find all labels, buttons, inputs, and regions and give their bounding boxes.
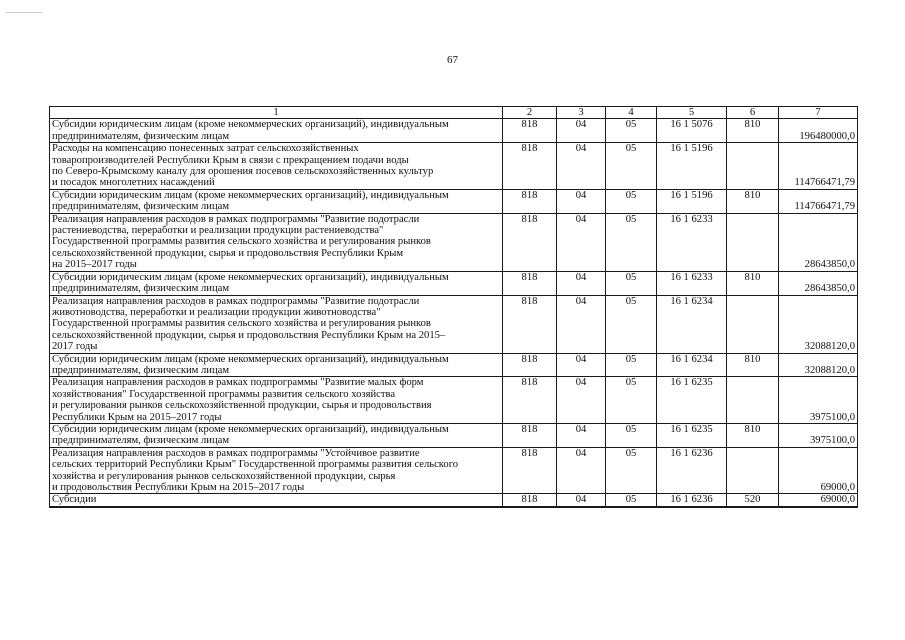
row-description: Субсидии юридическим лицам (кроме некоммерческих организаций), индивидуальным предпринимателям, физическим лицам [50, 189, 503, 213]
row-description: Субсидии юридическим лицам (кроме некоммерческих организаций), индивидуальным предпринимателям, физическим лицам [50, 119, 503, 143]
table-row [50, 213, 858, 271]
row-section-code: 04 [557, 271, 606, 295]
header-col-1: 1 [50, 107, 503, 119]
table-header-row [50, 107, 858, 119]
row-description: Реализация направления расходов в рамках подпрограммы "Развитие малых форм хозяйствования" Государственной программы развития сельского хозяйства и регулирования рынков сельскохозяйственной продукции, сырья и продовольствия Республики Крым на 2015–2017 годы [50, 377, 503, 424]
row-target-article: 16 1 5196 [657, 143, 727, 190]
row-expense-type: 520 [727, 494, 779, 507]
row-amount: 114766471,79 [779, 143, 858, 190]
scan-artifact-line [6, 12, 42, 13]
row-section-code: 04 [557, 447, 606, 494]
row-amount: 28643850,0 [779, 271, 858, 295]
row-subsection-code: 05 [606, 271, 657, 295]
row-subsection-code: 05 [606, 119, 657, 143]
page-number: 67 [447, 54, 458, 66]
row-description: Реализация направления расходов в рамках подпрограммы "Развитие подотрасли животноводства, переработки и реализации продукции животноводства" Государственной программы развития сельского хозяйства и регулирования рынков сельскохозяйственной продукции, сырья и продовольствия Республики Крым на 2015– 2017 годы [50, 295, 503, 353]
row-subsection-code: 05 [606, 494, 657, 507]
row-target-article: 16 1 6234 [657, 353, 727, 377]
row-subsection-code: 05 [606, 189, 657, 213]
row-subsection-code: 05 [606, 353, 657, 377]
row-ministry-code: 818 [503, 213, 557, 271]
table-row [50, 423, 858, 447]
row-ministry-code: 818 [503, 295, 557, 353]
row-ministry-code: 818 [503, 119, 557, 143]
table-row [50, 143, 858, 190]
row-description: Субсидии юридическим лицам (кроме некоммерческих организаций), индивидуальным предпринимателям, физическим лицам [50, 271, 503, 295]
row-expense-type [727, 377, 779, 424]
row-amount: 3975100,0 [779, 423, 858, 447]
row-description: Реализация направления расходов в рамках подпрограммы "Устойчивое развитие сельских территорий Республики Крым" Государственной программы развития сельского хозяйства и регулирования рынков сельскохозяйственной продукции, сырья и продовольствия Республики Крым на 2015–2017 годы [50, 447, 503, 494]
row-section-code: 04 [557, 295, 606, 353]
row-section-code: 04 [557, 423, 606, 447]
row-description: Расходы на компенсацию понесенных затрат сельскохозяйственных товаропроизводителей Республики Крым в связи с прекращением подачи воды по Северо-Крымскому каналу для орошения посевов сельскохозяйственных культур и посадок многолетних насаждений [50, 143, 503, 190]
row-expense-type [727, 143, 779, 190]
table-row [50, 447, 858, 494]
row-ministry-code: 818 [503, 189, 557, 213]
header-col-4: 4 [606, 107, 657, 119]
row-ministry-code: 818 [503, 271, 557, 295]
table-row [50, 377, 858, 424]
row-section-code: 04 [557, 494, 606, 507]
row-description: Субсидии [50, 494, 503, 507]
header-col-5: 5 [657, 107, 727, 119]
row-section-code: 04 [557, 143, 606, 190]
row-section-code: 04 [557, 119, 606, 143]
row-target-article: 16 1 6233 [657, 271, 727, 295]
row-target-article: 16 1 6234 [657, 295, 727, 353]
row-subsection-code: 05 [606, 295, 657, 353]
row-subsection-code: 05 [606, 213, 657, 271]
row-expense-type [727, 447, 779, 494]
row-ministry-code: 818 [503, 353, 557, 377]
row-target-article: 16 1 6236 [657, 447, 727, 494]
row-expense-type [727, 295, 779, 353]
row-expense-type: 810 [727, 271, 779, 295]
row-amount: 28643850,0 [779, 213, 858, 271]
row-target-article: 16 1 6235 [657, 423, 727, 447]
row-expense-type: 810 [727, 189, 779, 213]
budget-table [49, 106, 858, 508]
row-subsection-code: 05 [606, 143, 657, 190]
row-ministry-code: 818 [503, 423, 557, 447]
row-section-code: 04 [557, 377, 606, 424]
row-target-article: 16 1 6236 [657, 494, 727, 507]
row-section-code: 04 [557, 213, 606, 271]
row-target-article: 16 1 5076 [657, 119, 727, 143]
row-amount: 69000,0 [779, 494, 858, 507]
row-description: Субсидии юридическим лицам (кроме некоммерческих организаций), индивидуальным предпринимателям, физическим лицам [50, 423, 503, 447]
table-row [50, 295, 858, 353]
table-row [50, 494, 858, 507]
row-section-code: 04 [557, 189, 606, 213]
header-col-2: 2 [503, 107, 557, 119]
row-expense-type: 810 [727, 423, 779, 447]
row-description: Реализация направления расходов в рамках подпрограммы "Развитие подотрасли растениеводства, переработки и реализации продукции растениеводства" Государственной программы развития сельского хозяйства и регулирования рынков сельскохозяйственной продукции, сырья и продовольствия Республики Крым на 2015–2017 годы [50, 213, 503, 271]
table-row [50, 353, 858, 377]
row-ministry-code: 818 [503, 494, 557, 507]
header-col-7: 7 [779, 107, 858, 119]
row-amount: 69000,0 [779, 447, 858, 494]
table-row [50, 271, 858, 295]
row-amount: 114766471,79 [779, 189, 858, 213]
row-description: Субсидии юридическим лицам (кроме некоммерческих организаций), индивидуальным предпринимателям, физическим лицам [50, 353, 503, 377]
row-section-code: 04 [557, 353, 606, 377]
row-expense-type [727, 213, 779, 271]
row-amount: 32088120,0 [779, 295, 858, 353]
row-ministry-code: 818 [503, 377, 557, 424]
table-row [50, 119, 858, 143]
header-col-3: 3 [557, 107, 606, 119]
row-subsection-code: 05 [606, 447, 657, 494]
row-target-article: 16 1 6233 [657, 213, 727, 271]
row-expense-type: 810 [727, 119, 779, 143]
row-amount: 196480000,0 [779, 119, 858, 143]
row-subsection-code: 05 [606, 423, 657, 447]
row-target-article: 16 1 6235 [657, 377, 727, 424]
table-row [50, 189, 858, 213]
row-ministry-code: 818 [503, 143, 557, 190]
header-col-6: 6 [727, 107, 779, 119]
row-target-article: 16 1 5196 [657, 189, 727, 213]
row-expense-type: 810 [727, 353, 779, 377]
row-amount: 3975100,0 [779, 377, 858, 424]
row-ministry-code: 818 [503, 447, 557, 494]
row-amount: 32088120,0 [779, 353, 858, 377]
row-subsection-code: 05 [606, 377, 657, 424]
